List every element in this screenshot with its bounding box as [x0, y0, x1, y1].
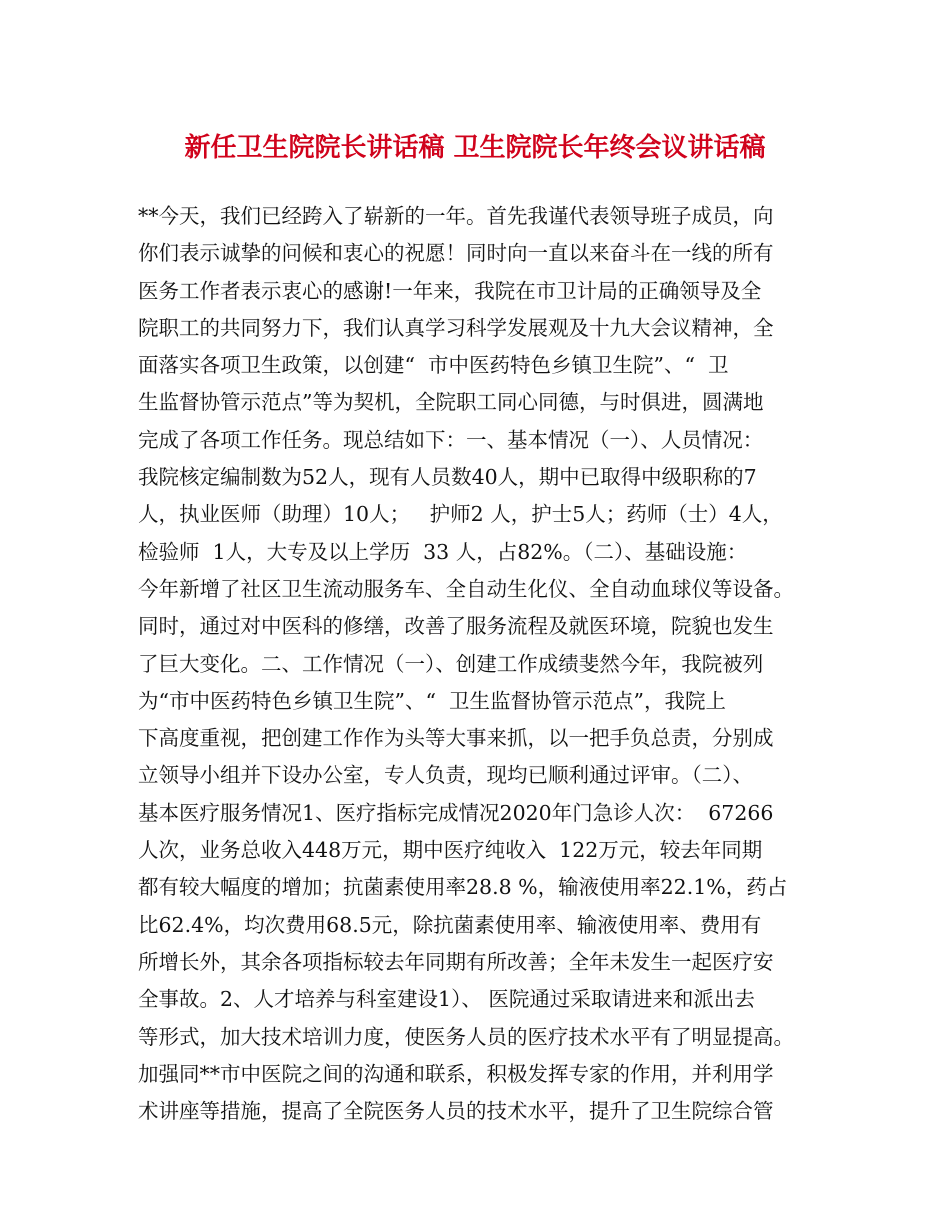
body-text-line: 人次，业务总收入448万元，期中医疗纯收入 122万元，较去年同期	[138, 838, 763, 863]
body-text-line: 生监督协管示范点”等为契机，全院职工同心同德，与时俱进，圆满地	[138, 390, 764, 415]
document-title: 新任卫生院院长讲话稿 卫生院院长年终会议讲话稿	[184, 133, 766, 163]
body-text-line: 立领导小组并下设办公室，专人负责，现均已顺利通过评审。（二）、	[138, 763, 753, 788]
body-text-line: 你们表示诚挚的问候和衷心的祝愿！同时向一直以来奋斗在一线的所有	[138, 241, 774, 266]
body-text-line: 为“市中医药特色乡镇卫生院”、“ 卫生监督协管示范点”，我院上	[138, 688, 726, 713]
body-text-line: 所增长外，其余各项指标较去年同期有所改善；全年未发生一起医疗安	[138, 949, 774, 974]
body-text-line: 比62.4%，均次费用68.5元，除抗菌素使用率、输液使用率、费用有	[138, 912, 762, 937]
body-text-line: 医务工作者表示衷心的感谢!一年来，我院在市卫计局的正确领导及全	[138, 278, 762, 303]
body-text-line: 今年新增了社区卫生流动服务车、全自动生化仪、全自动血球仪等设备。	[138, 576, 794, 601]
body-text-line: 加强同**市中医院之间的沟通和联系，积极发挥专家的作用，并利用学	[138, 1061, 774, 1086]
body-text-line: 基本医疗服务情况1、医疗指标完成情况2020年门急诊人次： 67266	[138, 800, 774, 825]
body-text-line: 我院核定编制数为52人，现有人员数40人，期中已取得中级职称的7	[138, 465, 757, 490]
body-text-line: 检验师 1人，大专及以上学历 33 人，占82%。（二）、基础设施：	[138, 539, 748, 564]
body-text-line: 人，执业医师（助理）10人； 护师2 人，护士5人；药师（士）4人，	[138, 502, 783, 527]
body-text-line: 院职工的共同努力下，我们认真学习科学发展观及十九大会议精神，全	[138, 315, 774, 340]
body-text-line: 下高度重视，把创建工作作为头等大事来抓，以一把手负总责，分别成	[138, 726, 774, 751]
body-text-line: 术讲座等措施，提高了全院医务人员的技术水平，提升了卫生院综合管	[138, 1099, 774, 1124]
body-text-line: 了巨大变化。二、工作情况（一）、创建工作成绩斐然今年，我院被列	[138, 651, 764, 676]
body-text-line: 完成了各项工作任务。现总结如下：一、基本情况（一）、人员情况：	[138, 427, 764, 452]
body-text-line: 都有较大幅度的增加；抗菌素使用率28.8 %，输液使用率22.1%，药占	[138, 875, 788, 900]
body-text-line: **今天，我们已经跨入了崭新的一年。首先我谨代表领导班子成员，向	[138, 204, 774, 228]
body-text-line: 等形式，加大技术培训力度，使医务人员的医疗技术水平有了明显提高。	[138, 1024, 794, 1049]
body-text-line: 面落实各项卫生政策，以创建“ 市中医药特色乡镇卫生院”、“ 卫	[138, 353, 729, 378]
body-text-line: 全事故。2、人才培养与科室建设1）、 医院通过采取请进来和派出去	[138, 987, 755, 1012]
body-text-line: 同时，通过对中医科的修缮，改善了服务流程及就医环境，院貌也发生	[138, 614, 774, 639]
document-body	[138, 198, 828, 1130]
